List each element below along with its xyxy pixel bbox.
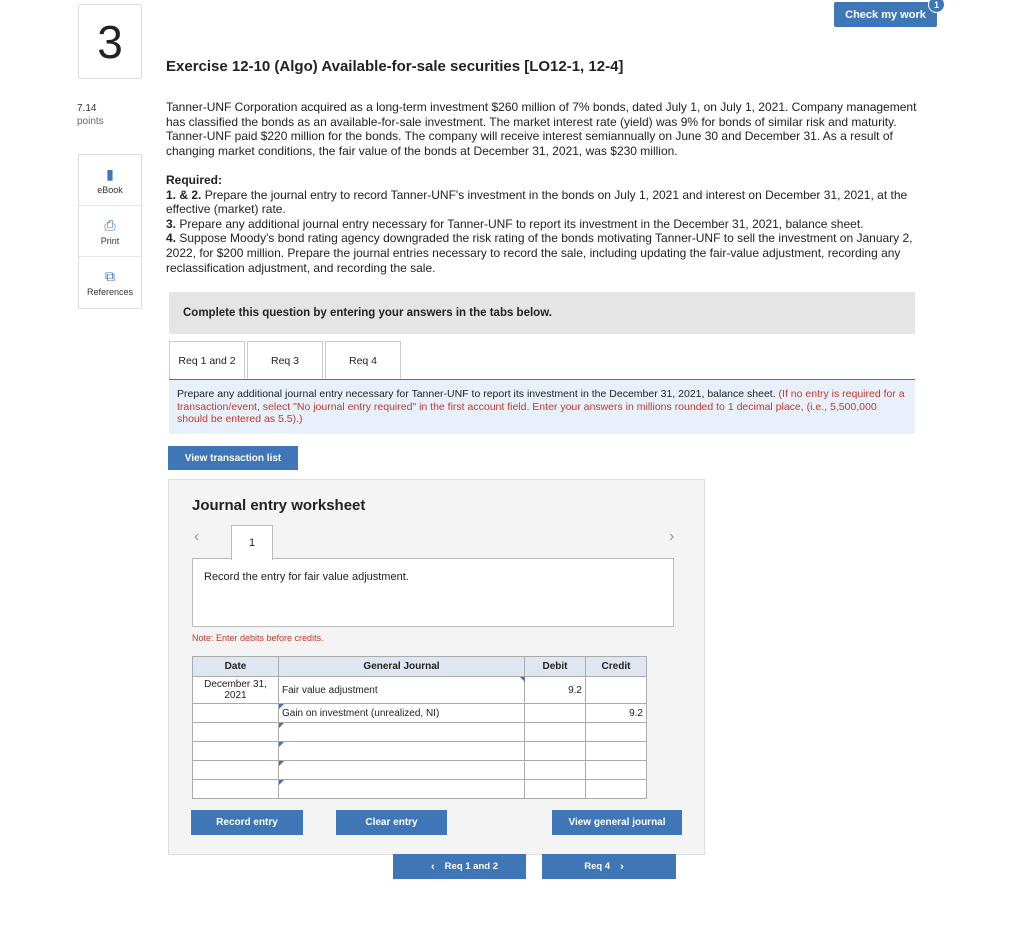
- ebook-button[interactable]: [79, 155, 141, 206]
- req4-text: Suppose Moody's bond rating agency downgraded the risk rating of the bonds motivating Tanner-UNF to sell the investment on January 2, 2022, for $200 million. Prepare the journal entries necessary to record the sale, including updating the fair-value adjustment, recording any reclassification adjustment, and recording the sale.: [166, 231, 913, 275]
- points-label: points: [77, 116, 104, 127]
- table-row: [193, 780, 647, 799]
- required-item-3: [166, 217, 926, 232]
- col-credit: Credit: [586, 657, 647, 677]
- journal-table: [192, 656, 647, 799]
- req3-text: Prepare any additional journal entry necessary for Tanner-UNF to report its investment in the December 31, 2021, balance sheet.: [176, 216, 864, 231]
- credit-cell[interactable]: [586, 780, 647, 799]
- dropdown-marker-icon: [279, 780, 284, 785]
- debit-cell[interactable]: [525, 704, 586, 723]
- credit-cell[interactable]: [586, 742, 647, 761]
- copy-icon: ⧉: [105, 268, 115, 284]
- print-button[interactable]: [79, 206, 141, 257]
- complete-instructions-bar: Complete this question by entering your answers in the tabs below.: [169, 292, 915, 334]
- required-section: [166, 173, 926, 275]
- chevron-left-icon[interactable]: ‹: [194, 528, 200, 545]
- debit-cell[interactable]: [525, 780, 586, 799]
- view-general-journal-button[interactable]: View general journal: [552, 810, 682, 835]
- date-cell[interactable]: [193, 742, 279, 761]
- journal-entry-worksheet: [168, 479, 705, 855]
- table-row: [193, 677, 647, 704]
- account-cell[interactable]: [279, 761, 525, 780]
- req4-number: 4.: [166, 231, 177, 246]
- references-label: References: [86, 287, 134, 297]
- check-count-badge: 1: [928, 0, 945, 13]
- account-cell[interactable]: [279, 677, 525, 704]
- next-req-label: Req 4: [584, 861, 611, 872]
- next-req-button[interactable]: [542, 854, 676, 879]
- tab-req-3[interactable]: Req 3: [247, 341, 323, 381]
- account-cell[interactable]: [279, 742, 525, 761]
- account-cell[interactable]: [279, 704, 525, 723]
- side-tools: [78, 154, 142, 309]
- problem-text: Tanner-UNF Corporation acquired as a long-term investment $260 million of 7% bonds, dated July 1, on July 1, 2021. Company management has classified the bonds as an available-for-sale investment. The market interest rate (yield) was 9% for bonds of similar risk and maturity. Tanner-UNF paid $220 million for the bonds. The company will receive interest semiannually on June 30 and December 31. As a result of changing market conditions, the fair value of the bonds at December 31, 2021, was $230 million.: [166, 100, 917, 158]
- record-entry-button[interactable]: Record entry: [191, 810, 303, 835]
- credit-cell[interactable]: [586, 723, 647, 742]
- check-my-work-button[interactable]: Check my work: [834, 2, 937, 27]
- chevron-left-icon: ‹: [431, 860, 435, 873]
- instructions-note: (If no entry is required for a transaction/event, select "No journal entry required" in the first account field. Enter your answers in millions rounded to 1 decimal place, (i.e., 5,500,000 should be entered as 5.5).): [177, 388, 905, 426]
- debit-cell[interactable]: 9.2: [525, 677, 586, 704]
- account-text: Fair value adjustment: [282, 684, 378, 696]
- worksheet-title: Journal entry worksheet: [192, 497, 366, 514]
- req12-text: Prepare the journal entry to record Tanner-UNF's investment in the bonds on July 1, 2021 and interest on December 31, 2021, at the effective (market) rate.: [166, 187, 908, 217]
- exercise-title: Exercise 12-10 (Algo) Available-for-sale securities [LO12-1, 12-4]: [166, 58, 624, 75]
- required-item-1-2: [166, 188, 926, 217]
- chevron-right-icon: ›: [620, 860, 624, 873]
- table-row: [193, 761, 647, 780]
- date-cell[interactable]: [193, 761, 279, 780]
- account-text: Gain on investment (unrealized, NI): [282, 707, 440, 719]
- chevron-right-icon[interactable]: ›: [669, 528, 675, 545]
- debit-cell[interactable]: [525, 761, 586, 780]
- question-number: 3: [78, 4, 142, 79]
- credit-cell[interactable]: [586, 677, 647, 704]
- account-cell[interactable]: [279, 780, 525, 799]
- col-date: Date: [193, 657, 279, 677]
- date-cell[interactable]: December 31, 2021: [193, 677, 279, 704]
- book-icon: ▮: [106, 165, 114, 182]
- dropdown-marker-icon: [279, 704, 284, 709]
- ebook-label: eBook: [97, 184, 123, 195]
- debits-note: Note: Enter debits before credits.: [192, 633, 324, 643]
- references-button[interactable]: [79, 257, 141, 308]
- date-cell[interactable]: [193, 704, 279, 723]
- table-row: [193, 704, 647, 723]
- tab-req-1-and-2[interactable]: Req 1 and 2: [169, 341, 245, 380]
- prev-req-button[interactable]: [393, 854, 526, 879]
- instructions-main: Prepare any additional journal entry necessary for Tanner-UNF to report its investment in the December 31, 2021, balance sheet.: [177, 388, 779, 400]
- tab-req-4[interactable]: Req 4: [325, 341, 401, 380]
- prev-req-label: Req 1 and 2: [444, 861, 498, 872]
- clear-entry-button[interactable]: Clear entry: [336, 810, 447, 835]
- dropdown-marker-icon: [279, 742, 284, 747]
- req12-number: 1. & 2.: [166, 187, 202, 202]
- worksheet-page-tab[interactable]: 1: [231, 525, 273, 560]
- credit-cell[interactable]: 9.2: [586, 704, 647, 723]
- requirement-tabs: [169, 341, 403, 380]
- req3-number: 3.: [166, 216, 177, 231]
- table-row: [193, 723, 647, 742]
- entry-description: Record the entry for fair value adjustment.: [192, 558, 674, 627]
- print-label: Print: [100, 235, 120, 246]
- dropdown-marker-icon: [279, 723, 284, 728]
- date-cell[interactable]: [193, 780, 279, 799]
- col-general-journal: General Journal: [279, 657, 525, 677]
- col-debit: Debit: [525, 657, 586, 677]
- points-block: [77, 102, 104, 128]
- view-transaction-list-button[interactable]: View transaction list: [168, 446, 298, 470]
- debit-cell[interactable]: [525, 742, 586, 761]
- printer-icon: ⎙: [104, 216, 116, 233]
- table-row: [193, 742, 647, 761]
- required-item-4: [166, 231, 926, 275]
- debit-cell[interactable]: [525, 723, 586, 742]
- account-cell[interactable]: [279, 723, 525, 742]
- dropdown-marker-icon: [279, 761, 284, 766]
- tab-instructions: [169, 380, 915, 434]
- date-cell[interactable]: [193, 723, 279, 742]
- points-value: 7.14: [77, 103, 97, 114]
- credit-cell[interactable]: [586, 761, 647, 780]
- required-header: Required:: [166, 173, 223, 187]
